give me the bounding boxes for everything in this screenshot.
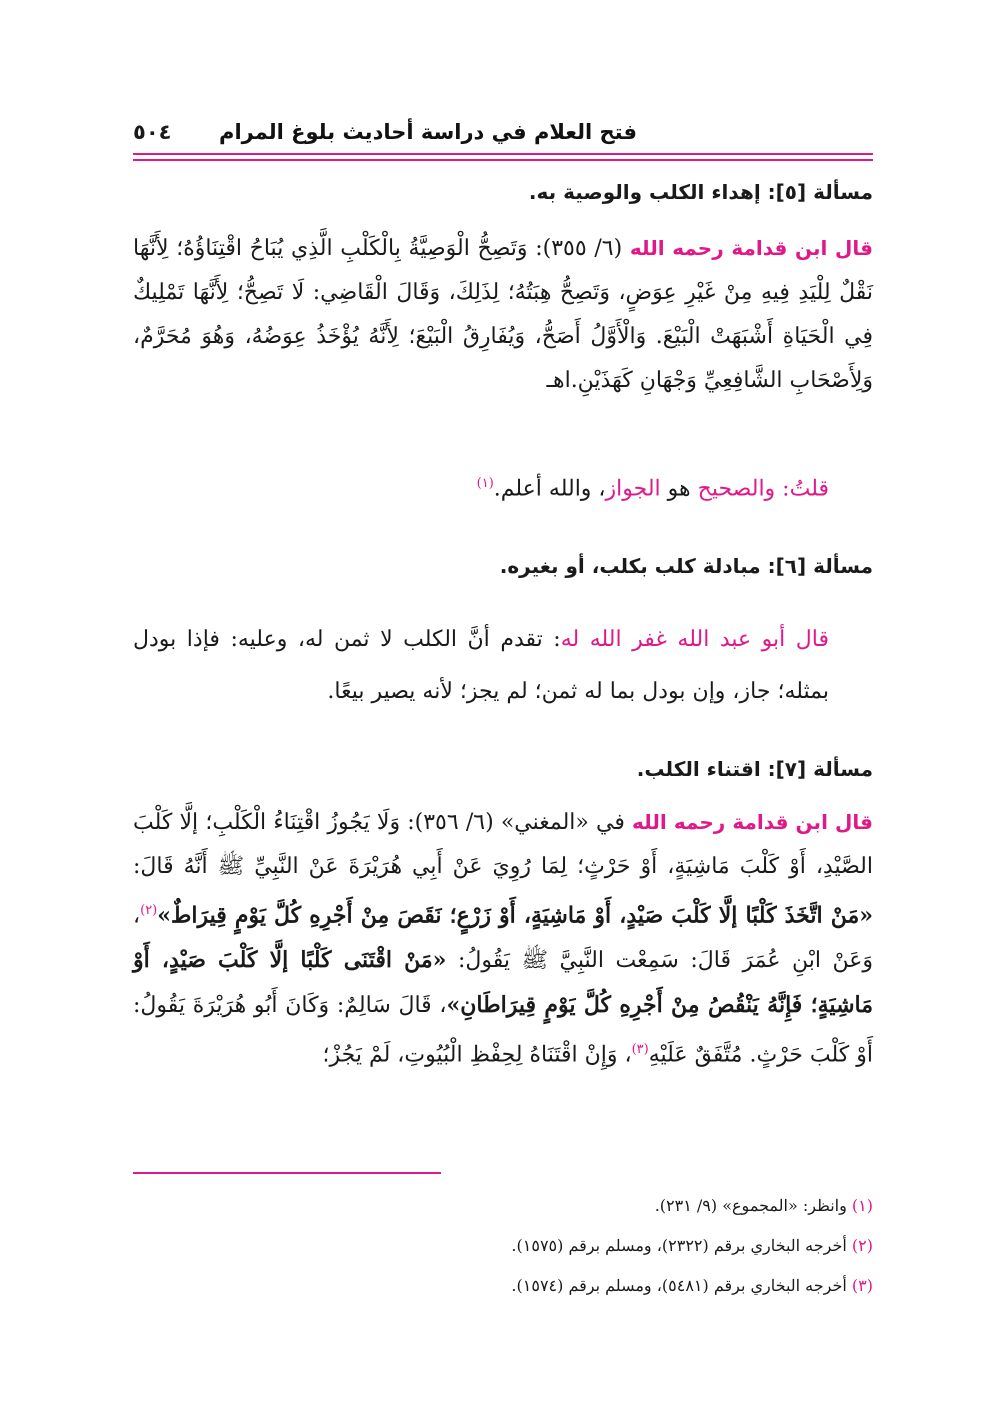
issue-5-paragraph (133, 226, 873, 403)
issue-6-body: : تقدم أنَّ الكلب لا ثمن له، وعليه: فإذا بودل بمثله؛ جاز، وإن بودل بما له ثمن؛ لم يجز؛ لأنه يصير بيعًا. (133, 627, 829, 704)
footnote-3 (511, 1276, 873, 1295)
issue-7-speaker: قال ابن قدامة رحمه الله (632, 810, 874, 834)
running-header (133, 120, 873, 154)
footnote-2-number: (٢) (851, 1236, 873, 1255)
issue-7-paragraph (133, 800, 873, 1078)
issue-6-speaker: قال أبو عبد الله غفر الله له (560, 627, 830, 652)
issue-6-paragraph (133, 614, 873, 718)
issue-7-part3: ، قَالَ سَالِمٌ: وَكَانَ أَبُو هُرَيْرَةَ يَقُولُ: أَوْ كَلْبَ حَرْثٍ. مُتَّفَقٌ عَلَيْهِ (133, 993, 873, 1068)
issue-7-part4: ، وَإِنْ اقْتَنَاهُ لِحِفْظِ الْبُيُوتِ، لَمْ يَجُزْ؛ (322, 1042, 632, 1068)
issue-5-conclusion (133, 462, 873, 511)
issue-5-body: (٦/ ٣٥٥): وَتَصِحُّ الْوَصِيَّةُ بِالْكَلْبِ الَّذِي يُبَاحُ اقْتِنَاؤُهُ؛ لِأَنَّهَا نَقْلٌ لِلْيَدِ فِيهِ مِنْ غَيْرِ عِوَضٍ، وَتَصِحُّ هِبَتُهُ؛ لِذَلِكَ، وَقَالَ الْقَاضِي: لَا تَصِحُّ؛ لِأَنَّهَا تَمْلِيكٌ فِي الْحَيَاةِ أَشْبَهَتْ الْبَيْعَ. وَالْأَوَّلُ أَصَحُّ، وَيُفَارِقُ الْبَيْعَ؛ لِأَنَّهُ يُؤْخَذُ عِوَضُهُ، وَهُوَ مُحَرَّمٌ، وَلِأَصْحَابِ الشَّافِعِيِّ وَجْهَانِ كَهَذَيْنِ.اهـ (133, 236, 873, 393)
issue-5-heading: مسألة [٥]: إهداء الكلب والوصية به. (528, 180, 873, 204)
header-rule-bottom (133, 159, 873, 161)
qult-end: ، والله أعلم. (493, 476, 606, 502)
issue-7-part2: ، وَعَنْ ابْنِ عُمَرَ قَالَ: سَمِعْت النَّبِيَّ ﷺ يَقُولُ: (133, 903, 873, 974)
jawaz-word: الجواز (605, 476, 661, 502)
header-rule-top (133, 153, 873, 155)
footnote-3-number: (٣) (851, 1276, 873, 1295)
footnote-1-number: (١) (851, 1196, 873, 1215)
qult-mid: هو (667, 476, 691, 502)
footnote-1 (655, 1196, 873, 1215)
issue-5-speaker: قال ابن قدامة رحمه الله (629, 236, 874, 260)
issue-7-part1: في «المغني» (٦/ ٣٥٦): وَلَا يَجُوزُ اقْتِنَاءُ الْكَلْبِ؛ إلَّا كَلْبَ الصَّيْدِ، أَوْ كَلْبَ مَاشِيَةٍ، أَوْ حَرْثٍ؛ لِمَا رُوِيَ عَنْ أَبِي هُرَيْرَةَ عَنْ النَّبِيِّ ﷺ أَنَّهُ قَالَ: (133, 810, 873, 879)
footnote-1-text: وانظر: «المجموع» (٩/ ٢٣١). (654, 1196, 847, 1215)
footnote-3-text: أخرجه البخاري برقم (٥٤٨١)، ومسلم برقم (١٥٧٤). (511, 1276, 847, 1295)
footnote-2 (511, 1236, 873, 1255)
issue-7-heading: مسألة [٧]: اقتناء الكلب. (636, 757, 873, 781)
hadith-1: «مَنْ اتَّخَذَ كَلْبًا إلَّا كَلْبَ صَيْدٍ، أَوْ مَاشِيَةٍ، أَوْ زَرْعٍ؛ نَقَصَ مِنْ أَجْرِهِ كُلَّ يَوْمٍ قِيرَاطٌ» (157, 902, 873, 929)
footnote-separator (133, 1172, 441, 1174)
book-title: فتح العلام في دراسة أحاديث بلوغ المرام (219, 120, 637, 144)
footnote-ref-2: (٢) (140, 903, 158, 918)
book-page (133, 0, 873, 1418)
footnote-ref-3: (٣) (631, 1042, 649, 1058)
issue-6-heading: مسألة [٦]: مبادلة كلب بكلب، أو بغيره. (499, 554, 873, 578)
page-number: ٥٠٤ (133, 120, 172, 144)
footnote-2-text: أخرجه البخاري برقم (٢٣٢٢)، ومسلم برقم (١٥٧٥). (511, 1236, 847, 1255)
qult-label: قلتُ: والصحيح (697, 476, 829, 502)
hadith-2: «مَنْ اقْتَنَى كَلْبًا إلَّا كَلْبَ صَيْدٍ، أَوْ مَاشِيَةٍ؛ فَإِنَّهُ يَنْقُصُ مِنْ أَجْرِهِ كُلَّ يَوْمٍ قِيرَاطَانِ» (133, 947, 873, 1019)
footnote-ref-1: (١) (476, 476, 494, 491)
